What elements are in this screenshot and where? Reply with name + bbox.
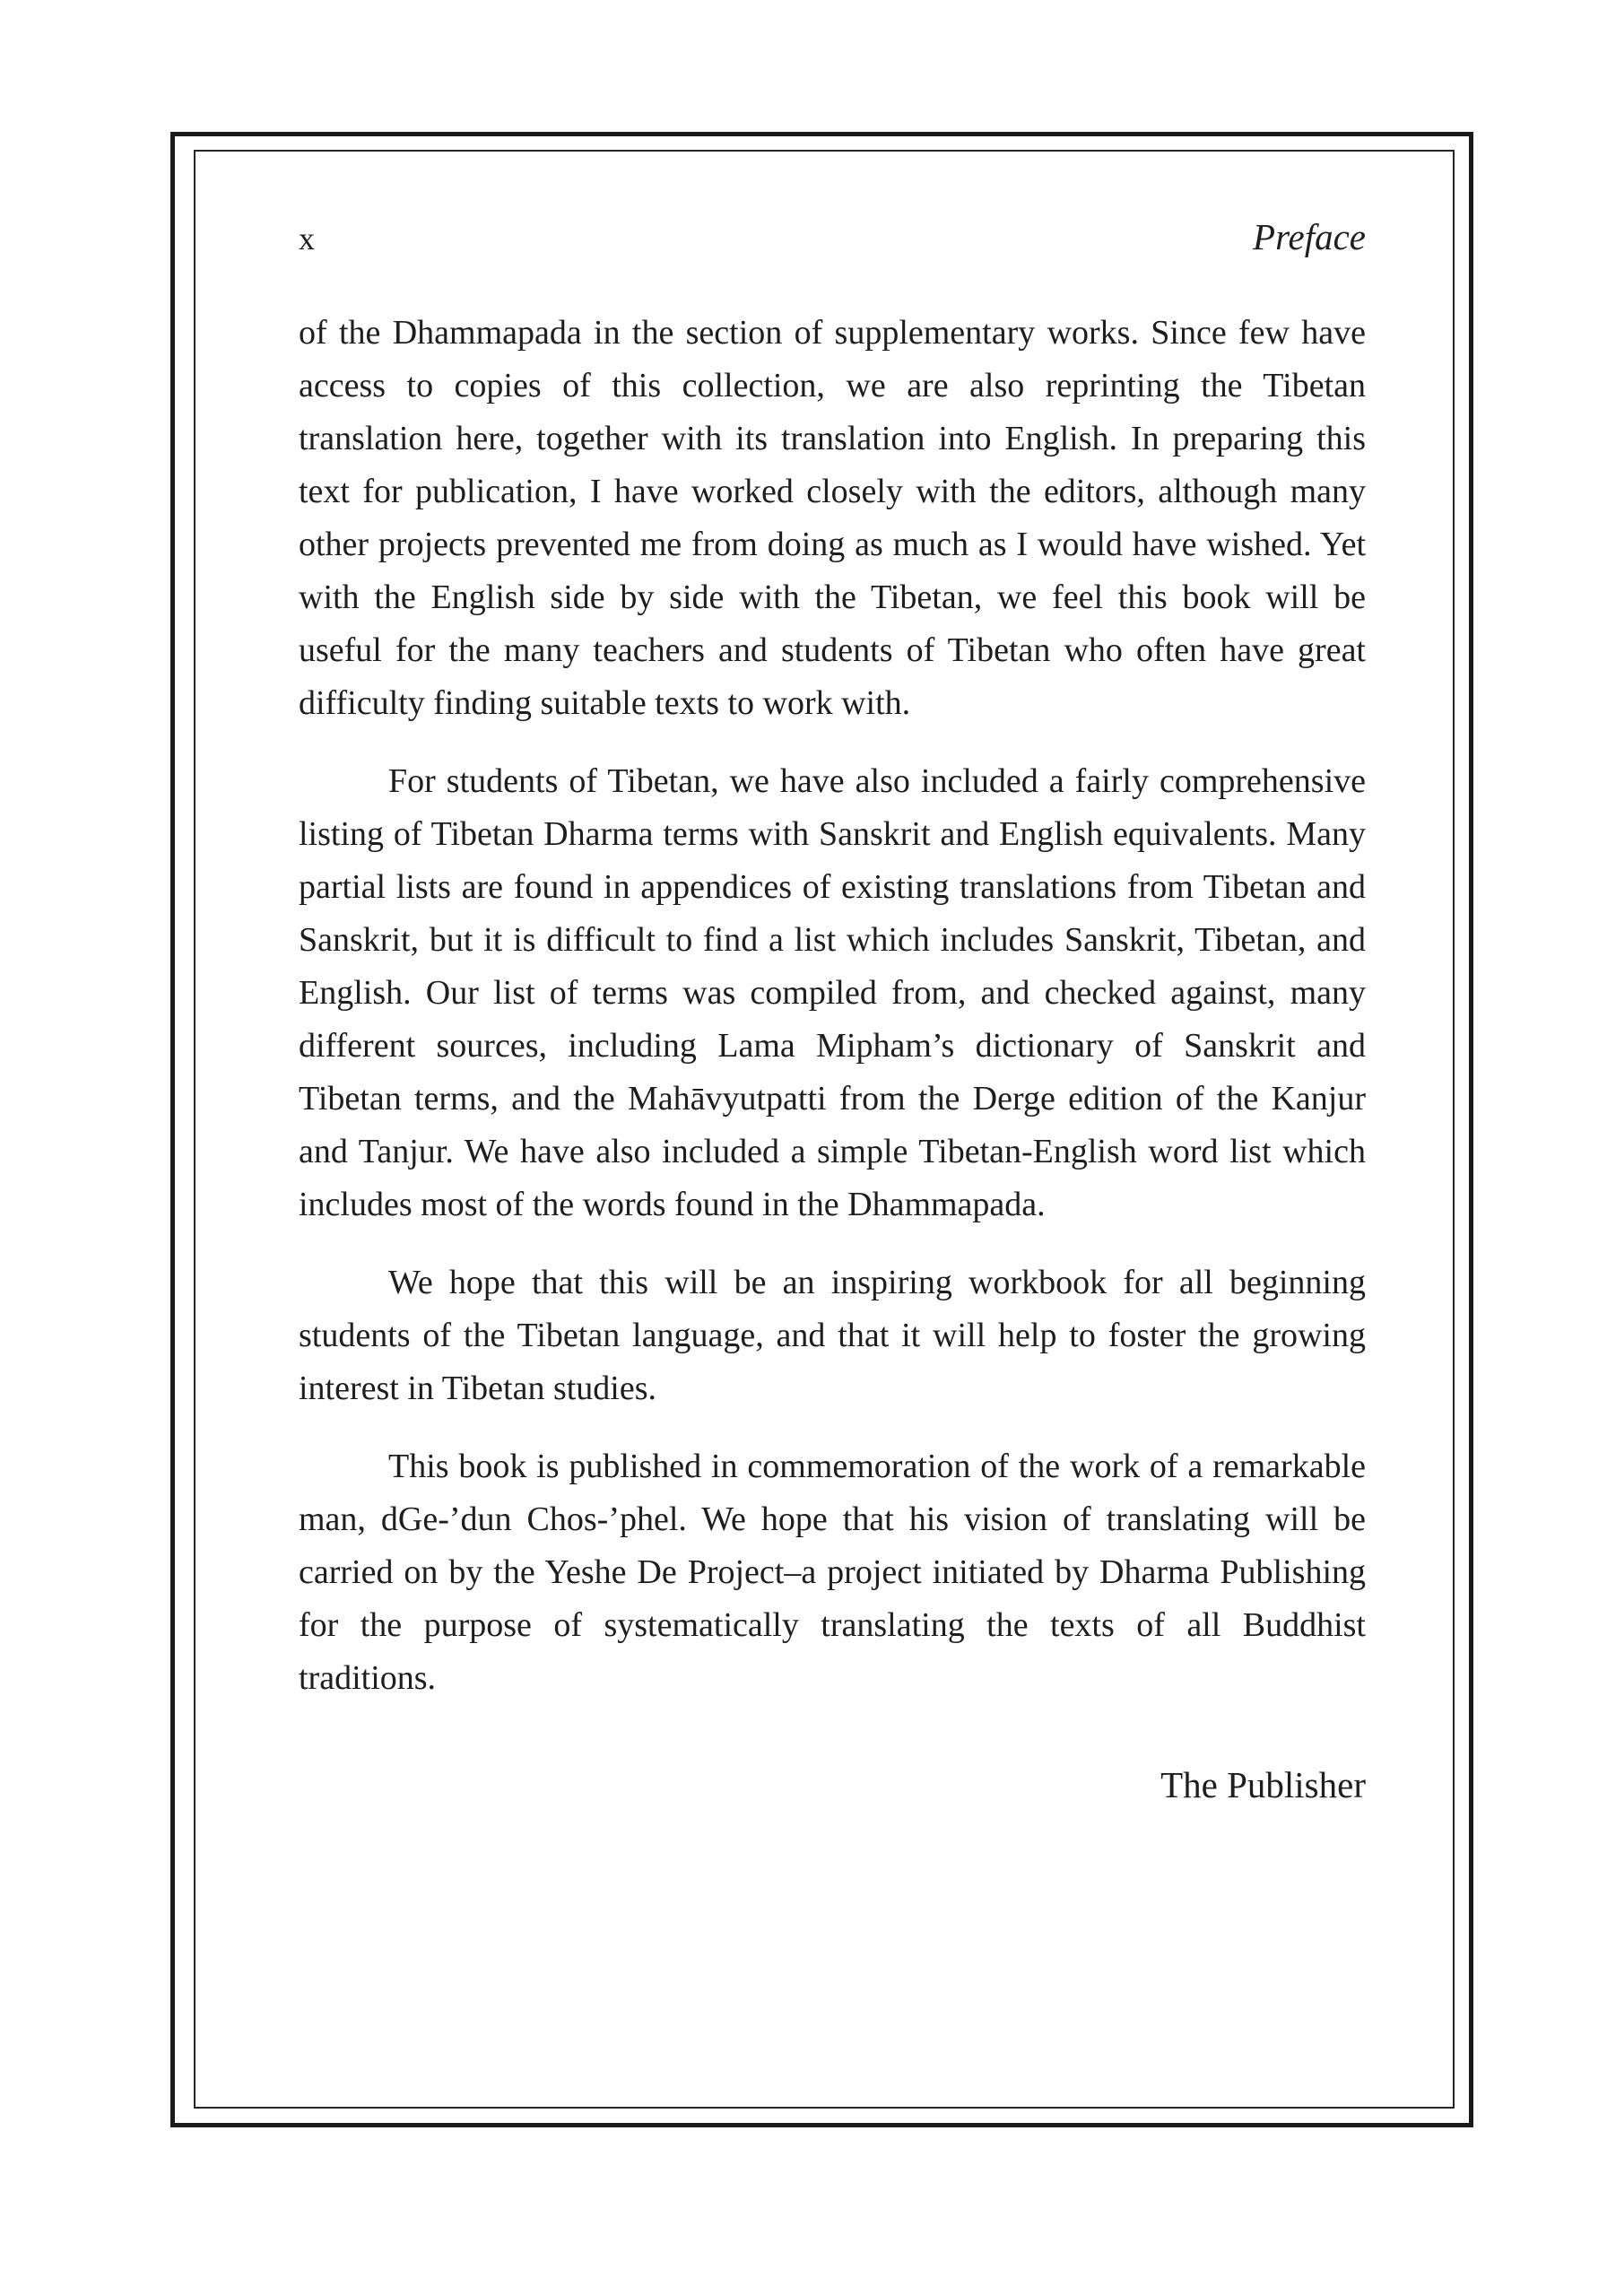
running-head-title: Preface [1253, 216, 1366, 257]
page-frame-outer [170, 132, 1473, 2127]
page-frame-inner [194, 150, 1455, 2109]
body-paragraph-3: We hope that this will be an inspiring workbook for all beginning students of the Tibetan language, and that it will help to foster the growing interest in Tibetan studies. [299, 1264, 1366, 1407]
body-paragraph-2: For students of Tibetan, we have also included a fairly comprehensive listing of Tibetan Dharma terms with Sanskrit and English equivalents. Many partial lists are found in appendices of existing translations from Tibetan and Sanskrit, but it is difficult to find a list which includes Sanskrit, Tibetan, and English. Our list of terms was compiled from, and checked against, many different sources, including Lama Mipham’s dictionary of Sanskrit and Tibetan terms, and the Mahāvyutpatti from the Derge edition of the Kanjur and Tanjur. We have also included a simple Tibetan-English word list which includes most of the words found in the Dhammapada. [299, 762, 1366, 1223]
page-number: x [299, 221, 315, 257]
publisher-signature: The Publisher [1160, 1764, 1366, 1805]
preface-body [299, 307, 1366, 1705]
body-paragraph-1: of the Dhammapada in the section of supplementary works. Since few have access to copies of this collection, we are also reprinting the Tibetan translation here, together with its translation into English. In preparing this text for publication, I have worked closely with the editors, although many other projects prevented me from doing as much as I would have wished. Yet with the English side by side with the Tibetan, we feel this book will be useful for the many teachers and students of Tibetan who often have great difficulty finding suitable texts to work with. [299, 314, 1366, 722]
page-content [299, 152, 1366, 1807]
page-header [299, 216, 1366, 259]
body-paragraph-4: This book is published in commemoration of the work of a remarkable man, dGe-’dun Chos-’phel. We hope that his vision of translating will be carried on by the Yeshe De Project–a project initiated by Dharma Publishing for the purpose of systematically translating the texts of all Buddhist traditions. [299, 1448, 1366, 1697]
